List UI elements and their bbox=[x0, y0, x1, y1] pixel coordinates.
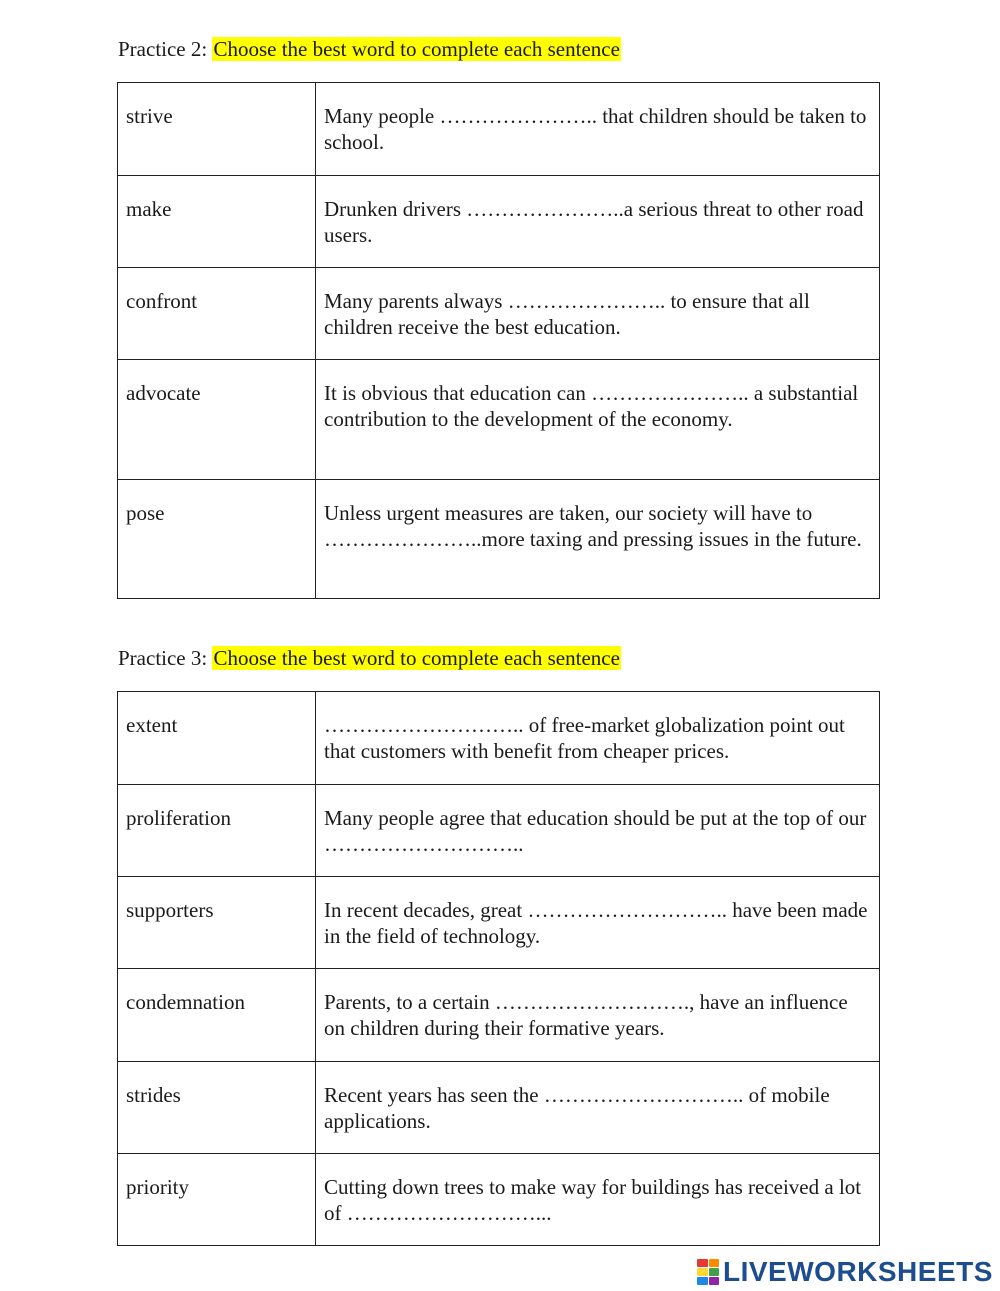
table-row bbox=[118, 268, 880, 360]
practice-2-table bbox=[117, 82, 880, 599]
word-cell: supporters bbox=[118, 877, 316, 969]
practice-2-heading bbox=[118, 36, 621, 62]
practice-3-label: Practice 3: bbox=[118, 646, 208, 670]
sentence-cell: Parents, to a certain ………………………., have an influence on children during their formative years. bbox=[316, 969, 880, 1062]
sentence-cell: Many people ………………….. that children should be taken to school. bbox=[316, 83, 880, 176]
sentence-cell: Many people agree that education should be put at the top of our ……………………….. bbox=[316, 785, 880, 877]
word-cell: priority bbox=[118, 1154, 316, 1246]
table-row bbox=[118, 83, 880, 176]
table-row bbox=[118, 969, 880, 1062]
table-row bbox=[118, 1062, 880, 1154]
word-cell: strive bbox=[118, 83, 316, 176]
word-cell: confront bbox=[118, 268, 316, 360]
word-cell: strides bbox=[118, 1062, 316, 1154]
table-row bbox=[118, 877, 880, 969]
sentence-cell: Cutting down trees to make way for buildings has received a lot of ………………………... bbox=[316, 1154, 880, 1246]
table-row bbox=[118, 785, 880, 877]
word-cell: make bbox=[118, 176, 316, 268]
table-row bbox=[118, 480, 880, 599]
sentence-cell: In recent decades, great ……………………….. have been made in the field of technology. bbox=[316, 877, 880, 969]
sentence-cell: Drunken drivers …………………..a serious threat to other road users. bbox=[316, 176, 880, 268]
liveworksheets-logo-text: LIVEWORKSHEETS bbox=[723, 1256, 993, 1287]
sentence-cell: ……………………….. of free-market globalization point out that customers with benefit from cheaper prices. bbox=[316, 692, 880, 785]
table-row bbox=[118, 176, 880, 268]
practice-2-label: Practice 2: bbox=[118, 37, 208, 61]
table-row bbox=[118, 1154, 880, 1246]
practice-3-table bbox=[117, 691, 880, 1246]
sentence-cell: Recent years has seen the ……………………….. of mobile applications. bbox=[316, 1062, 880, 1154]
word-cell: advocate bbox=[118, 360, 316, 480]
liveworksheets-logo[interactable] bbox=[697, 1256, 993, 1288]
liveworksheets-logo-icon bbox=[697, 1259, 719, 1285]
practice-3-instruction: Choose the best word to complete each sentence bbox=[213, 646, 620, 670]
table-row bbox=[118, 360, 880, 480]
word-cell: extent bbox=[118, 692, 316, 785]
word-cell: proliferation bbox=[118, 785, 316, 877]
sentence-cell: It is obvious that education can ………………….. a substantial contribution to the development of the economy. bbox=[316, 360, 880, 480]
sentence-cell: Unless urgent measures are taken, our society will have to …………………..more taxing and pressing issues in the future. bbox=[316, 480, 880, 599]
word-cell: pose bbox=[118, 480, 316, 599]
practice-2-instruction: Choose the best word to complete each sentence bbox=[213, 37, 620, 61]
sentence-cell: Many parents always ………………….. to ensure that all children receive the best education. bbox=[316, 268, 880, 360]
word-cell: condemnation bbox=[118, 969, 316, 1062]
practice-3-heading bbox=[118, 645, 621, 671]
table-row bbox=[118, 692, 880, 785]
